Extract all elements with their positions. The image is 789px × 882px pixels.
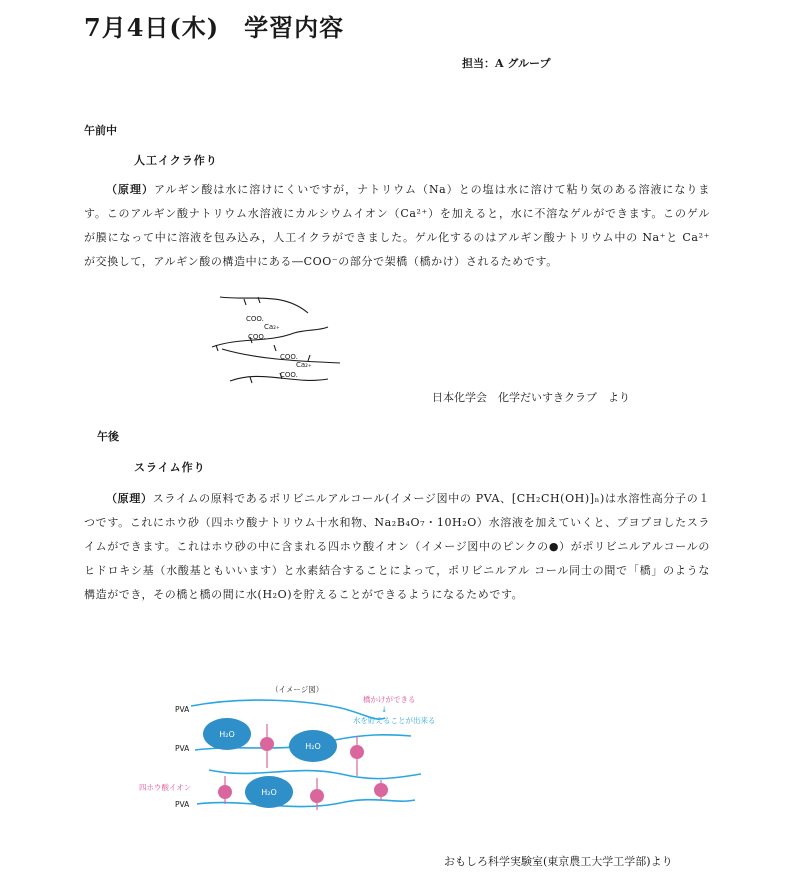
borate-ion-marker (310, 789, 324, 803)
h2o-label-2: H₂O (305, 742, 321, 751)
ca-label-2: Ca₂₊ (296, 361, 312, 369)
afternoon-heading: 午後 (97, 430, 119, 443)
afternoon-credit: おもしろ科学実験室(東京農工大学工学部)より (444, 855, 673, 868)
alginate-chain-1 (220, 297, 308, 313)
slime-image-diagram (135, 678, 455, 843)
alginate-chain-4 (230, 376, 328, 381)
afternoon-principle-label: （原理） (106, 492, 153, 505)
borate-ion-label: 四ホウ酸イオン (139, 783, 192, 792)
borate-ion-marker (350, 745, 364, 759)
afternoon-principle (84, 487, 710, 607)
pva-chain-4 (197, 800, 415, 807)
morning-heading: 午前中 (84, 124, 117, 137)
coo-label-1: COO. (246, 315, 264, 323)
water-note: 水を貯えることが出来る (353, 716, 436, 725)
pva-chain-3 (209, 770, 421, 779)
morning-principle-label: （原理） (106, 183, 154, 196)
alginate-crosslink-diagram (190, 285, 350, 403)
ca-label-1: Ca₂₊ (264, 323, 280, 331)
bridge-note: 橋かけができる (363, 695, 416, 704)
image-diagram-title: （イメージ図） (271, 685, 324, 694)
pva-label-2: PVA (175, 744, 190, 753)
morning-credit: 日本化学会 化学だいすきクラブ より (432, 391, 630, 404)
borate-ion-marker (374, 783, 388, 797)
morning-subheading: 人工イクラ作り (134, 154, 218, 167)
pva-label-1: PVA (175, 705, 190, 714)
pva-label-3: PVA (175, 800, 190, 809)
coo-label-4: COO. (280, 371, 298, 379)
borate-ion-marker (218, 785, 232, 799)
coo-label-3: COO. (280, 353, 298, 361)
borate-ion-marker (260, 737, 274, 751)
morning-principle-text: アルギン酸は水に溶けにくいですが，ナトリウム（Na）との塩は水に溶けて粘り気のある溶液になります。このアルギン酸ナトリウム水溶液にカルシウムイオン（Ca²⁺）を加えると，水に不溶なゲルができます。このゲルが膜になって中に溶液を包み込み，人工イクラができました。ゲル化するのはアルギン酸ナトリウム中の Na⁺と Ca²⁺が交換して，アルギン酸の構造中にある―COO⁻の部分で架橋（橋かけ）されるためです。 (84, 183, 710, 268)
coo-label-2: COO. (248, 333, 266, 341)
morning-principle (84, 178, 710, 274)
h2o-label-1: H₂O (219, 730, 235, 739)
bridge-arrow: ↓ (381, 705, 388, 714)
page-title: 7月4日(木) 学習内容 (84, 13, 345, 42)
h2o-label-3: H₂O (261, 788, 277, 797)
author-line: 担当：A グループ (462, 57, 551, 70)
afternoon-subheading: スライム作り (134, 461, 206, 474)
afternoon-principle-text: スライムの原料であるポリビニルアルコール(イメージ図中の PVA、[CH₂CH(OH)]ₙ)は水溶性高分子の１つです。これにホウ砂（四ホウ酸ナトリウム十水和物、Na₂B₄O₇・10H₂O）水溶液を加えていくと、プヨプヨしたスライムができます。これはホウ砂の中に含まれる四ホウ酸イオン（イメージ図中のピンクの●）がポリビニルアルコールのヒドロキシ基（水酸基ともいいます）と水素結合することによって，ポリビニルアル コール同士の間で「橋」のような構造ができ，その橋と橋の間に水(H₂O)を貯えることができるようになるためです。 (84, 492, 710, 601)
